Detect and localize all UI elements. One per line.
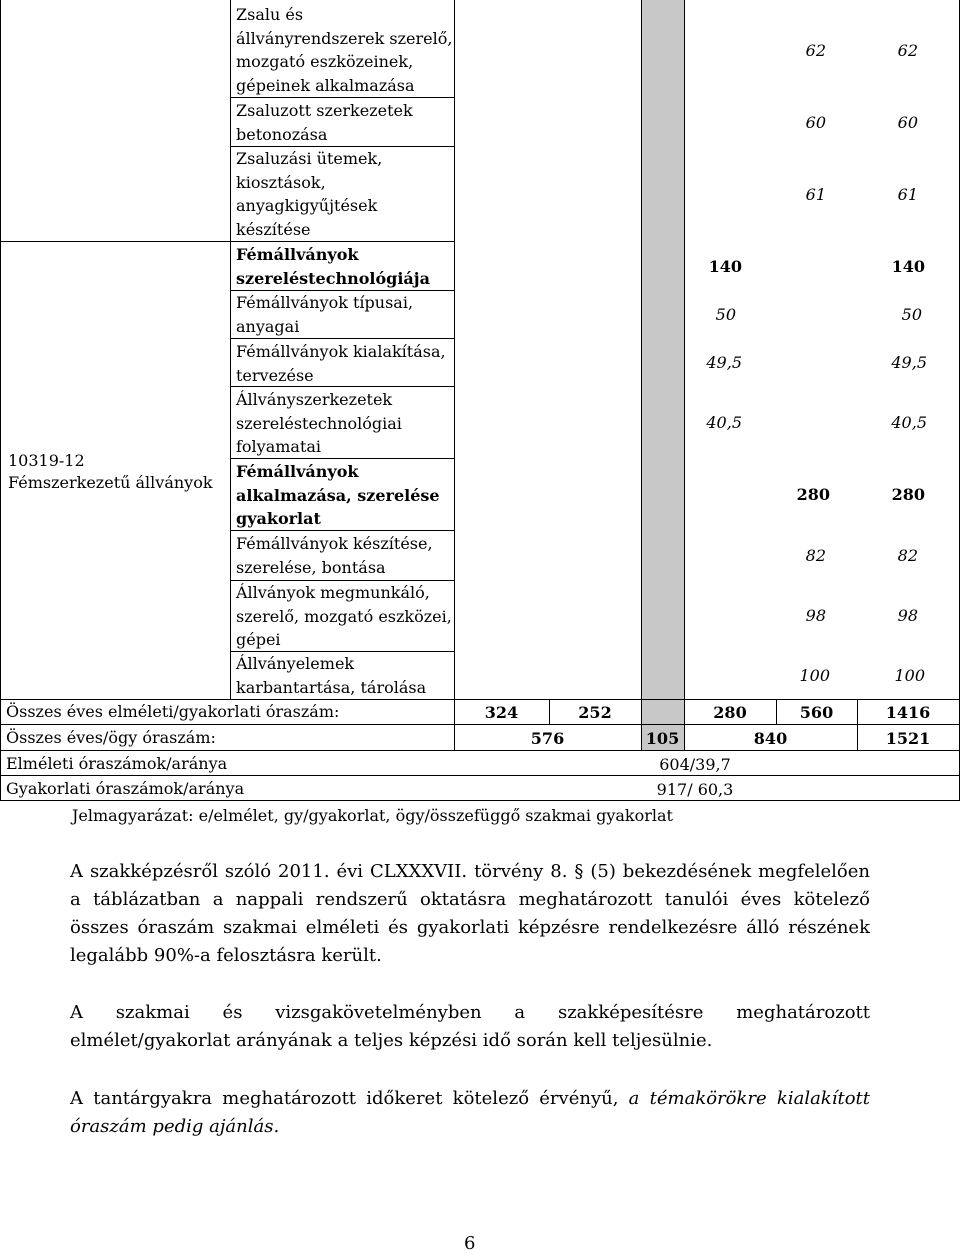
subject-label: Fémállványok készítése, szerelése, bontása: [236, 534, 433, 577]
module-name: Fémszerkezetű állványok: [8, 473, 213, 492]
totals-value: 252: [578, 703, 612, 722]
subject-value: 60: [805, 113, 826, 132]
subject-value: 40,5: [891, 413, 927, 432]
subject-value: 40,5: [706, 413, 742, 432]
subject-value: 60: [897, 113, 918, 132]
subject-value: 62: [897, 41, 918, 60]
totals-value: 1521: [885, 729, 931, 748]
subject-value: 49,5: [891, 353, 927, 372]
subject-value: 49,5: [706, 353, 742, 372]
subject-label: Zsalu és állványrendszerek szerelő, mozgató eszközeinek, gépeinek alkalmazása: [236, 5, 453, 95]
totals-value: 1416: [885, 703, 931, 722]
subject-label: Fémállványok szereléstechnológiája: [236, 245, 430, 288]
paragraph-law: A szakképzésről szóló 2011. évi CLXXXVII. törvény 8. § (5) bekezdésének megfelelően a táblázatban a nappali rendszerű oktatásra meghatározott tanulói éves kötelező összes óraszám szakmai elméleti és gyakorlati képzésre rendelkezésre álló részének legalább 90%-a felosztásra került.: [70, 861, 870, 966]
ratio-value: 604/39,7: [659, 755, 731, 774]
subject-value: 82: [805, 546, 826, 565]
subject-label: Állványelemek karbantartása, tárolása: [236, 654, 427, 697]
subject-label: Zsaluzott szerkezetek betonozása: [236, 101, 413, 144]
subject-value: 100: [799, 666, 830, 685]
paragraph-ratio: A szakmai és vizsgakövetelményben a szakképesítésre meghatározott elmélet/gyakorlat arányának a teljes képzési idő során kell teljesülnie.: [70, 1002, 870, 1051]
module-code: 10319-12: [8, 451, 85, 470]
paragraph-timeframe-italic: a témakörökre kialakított óraszám pedig ajánlás.: [70, 1088, 871, 1137]
ratio-value: 917/ 60,3: [656, 780, 734, 799]
page-number: 6: [464, 1233, 476, 1254]
ratio-label: Elméleti óraszámok/aránya: [6, 754, 228, 773]
totals-value: 280: [713, 703, 747, 722]
subject-value: 50: [715, 305, 736, 324]
subject-value: 62: [805, 41, 826, 60]
legend-text: Jelmagyarázat: e/elmélet, gy/gyakorlat, ögy/összefüggő szakmai gyakorlat: [72, 806, 673, 825]
subject-label: Állványszerkezetek szereléstechnológiai folyamatai: [236, 390, 402, 456]
subject-value: 140: [891, 257, 925, 276]
paragraph-timeframe-normal: A tantárgyakra meghatározott időkeret kötelező érvényű,: [70, 1088, 629, 1109]
totals-value: 576: [530, 729, 565, 748]
subject-label: Fémállványok alkalmazása, szerelése gyakorlat: [236, 462, 440, 528]
totals-value: 840: [753, 729, 788, 748]
subject-value: 100: [894, 666, 925, 685]
subject-value: 61: [897, 185, 918, 204]
totals-value: 105: [645, 729, 680, 748]
subject-label: Fémállványok kialakítása, tervezése: [236, 342, 446, 385]
totals-label: Összes éves elméleti/gyakorlati óraszám:: [6, 702, 340, 721]
subject-value: 61: [805, 185, 826, 204]
shaded-column: [641, 0, 684, 750]
subject-value: 140: [708, 257, 742, 276]
totals-value: 324: [484, 703, 519, 722]
subject-value: 98: [805, 606, 826, 625]
subject-value: 280: [891, 485, 925, 504]
subject-value: 98: [897, 606, 918, 625]
subject-label: Állványok megmunkáló, szerelő, mozgató eszközei, gépei: [236, 583, 452, 649]
ratio-label: Gyakorlati óraszámok/aránya: [6, 779, 245, 798]
totals-value: 560: [799, 703, 834, 722]
subject-label: Fémállványok típusai, anyagai: [236, 293, 414, 336]
subject-value: 50: [901, 305, 922, 324]
subject-value: 82: [897, 546, 918, 565]
totals-label: Összes éves/ögy óraszám:: [6, 728, 216, 747]
subject-label: Zsaluzási ütemek, kiosztások, anyagkigyűjtések készítése: [236, 149, 383, 239]
subject-value: 280: [796, 485, 830, 504]
paragraph-timeframe: [70, 1085, 870, 1141]
